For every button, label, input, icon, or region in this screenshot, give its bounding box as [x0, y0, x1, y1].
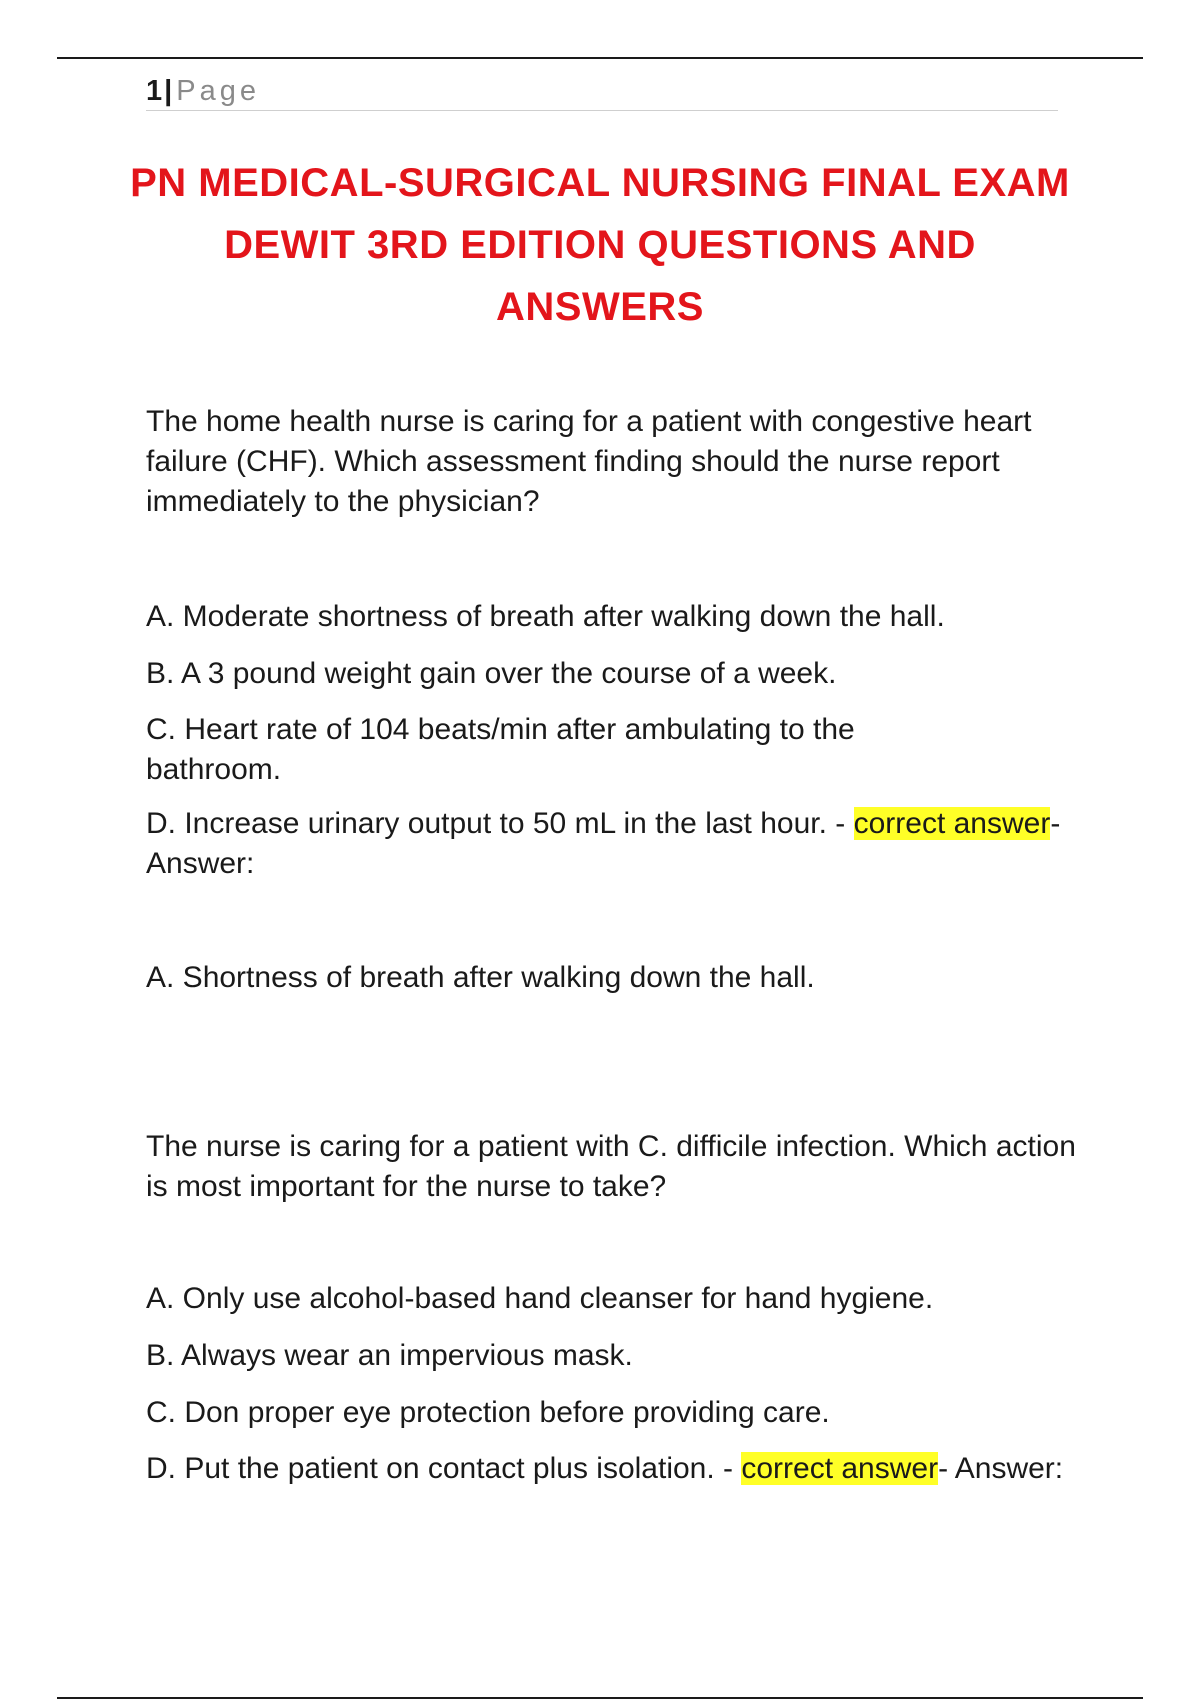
page-number: 1	[146, 75, 163, 107]
question-1-option-d	[146, 804, 1076, 884]
page-header	[146, 72, 1058, 111]
bottom-rule	[57, 1697, 1143, 1699]
question-2-stem: The nurse is caring for a patient with C. difficile infection. Which action is most important for the nurse to take?	[146, 1130, 1076, 1203]
document-title: PN MEDICAL-SURGICAL NURSING FINAL EXAM DEWIT 3RD EDITION QUESTIONS AND ANSWERS	[130, 161, 1070, 329]
question-2-option-d	[146, 1449, 1076, 1489]
question-1-answer: A. Shortness of breath after walking down the hall.	[146, 961, 815, 994]
top-rule	[57, 57, 1143, 59]
question-2-correct-answer-highlight: correct answer	[741, 1452, 939, 1485]
question-1-option-b: B. A 3 pound weight gain over the course of a week.	[146, 657, 837, 690]
question-2-option-a: A. Only use alcohol-based hand cleanser for hand hygiene.	[146, 1282, 934, 1315]
question-2-answer-label: - Answer:	[938, 1452, 1064, 1485]
question-1-option-c: C. Heart rate of 104 beats/min after ambulating to the bathroom.	[146, 713, 855, 786]
page-separator: |	[164, 75, 173, 107]
question-2-option-d-text: D. Put the patient on contact plus isolation. -	[146, 1452, 742, 1485]
question-2-option-b: B. Always wear an impervious mask.	[146, 1339, 633, 1372]
question-1-option-d-text: D. Increase urinary output to 50 mL in the last hour. -	[146, 807, 854, 840]
question-2-option-c: C. Don proper eye protection before providing care.	[146, 1396, 830, 1429]
question-1-correct-answer-highlight: correct answer	[853, 807, 1051, 840]
question-1-option-a: A. Moderate shortness of breath after walking down the hall.	[146, 600, 945, 633]
question-1-stem: The home health nurse is caring for a patient with congestive heart failure (CHF). Which assessment finding should the nurse report immediately to the physician?	[146, 405, 1032, 518]
question-1-answer-label: - Answer:	[146, 807, 1061, 880]
page-label: Page	[176, 75, 260, 107]
